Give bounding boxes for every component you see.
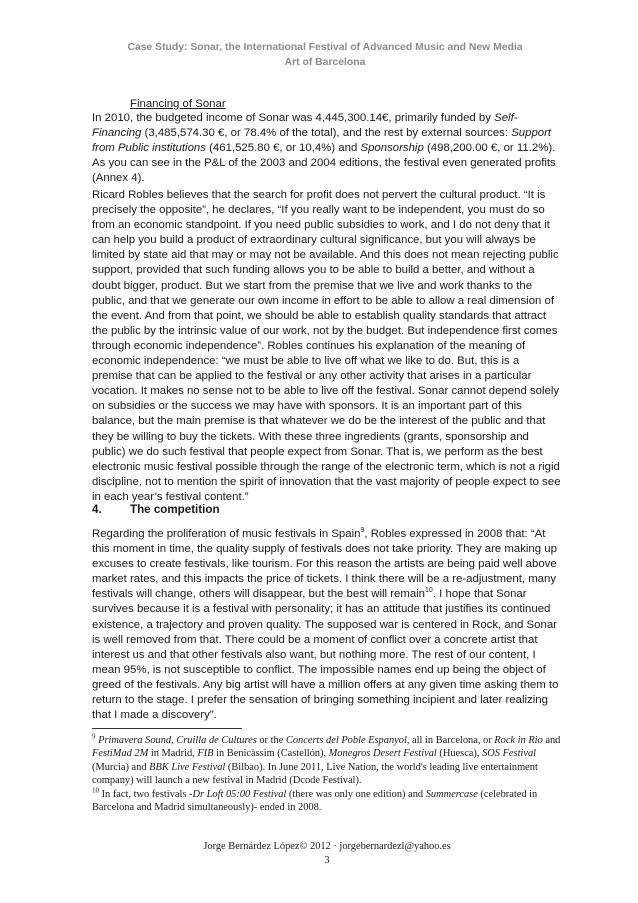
text-run: (3,485,574.30 €, or 78.4% of the total), and the rest by external sources: [141,127,512,140]
page-footer [92,840,562,868]
text-run-italic: Rock in Rio [494,735,543,746]
footnote-9 [92,734,562,788]
header-line-1: Case Study: Sonar, the International Festival of Advanced Music and New Media [127,42,523,53]
text-run: or the [256,735,286,746]
text-run-italic: SOS Festival [482,748,537,760]
footnote-ref-9[interactable]: 9 [360,527,365,535]
text-run: , all in Barcelona, or [406,735,495,746]
text-run-italic: Self-Financing [92,112,518,140]
text-run: (Murcia) and [92,761,150,773]
text-run-italic: Primavera Sound [98,735,172,746]
footer-author: Jorge Bernárdez López© 2012 · jorgebernardezl@yahoo.es [203,841,451,852]
text-run: , Robles expressed in 2008 that: “At this moment in time, the quality supply of festivals does not take priority. They are making up excuses to create festivals, like tourism. For this reason the artists are being paid well above market rates, and this impacts the price of tickets. I think there will be a re-adjustment, many festivals will change, others will disappear, but the best will remain [92,528,557,601]
footnote-ref-10[interactable]: 10 [425,587,433,595]
paragraph-text: Ricard Robles believes that the search for profit does not pervert the cultural product. “It is precisely the opposite”, he declares, “If you really want to be independent, you must do so from an economic standpoint. If you need public subsidies to work, and I do not deny that it can help you build a product of extraordinary cultural significance, but you will always be limited by state aid that may or may not be available. And this does not mean rejecting public support, provided that such funding allows you to be able to build a better, and without a doubt bigger, product. But we start from the premise that we live and work thanks to the public, and that we generate our own income in effort to be able to allow a real dimension of the event. And from that point, we should be able to establish quality standards that attract the public by the intrinsic value of our work, not by the budget. But independence first comes through economic independence”. Robles continues his explanation of the meaning of economic independence: “we must be able to live off what we like to do. But, this is a premise that can be applied to the festival or any other activity that arises in a particular vocation. It makes no sense not to be able to live off the festival. Sonar cannot depend solely on subsidies or the success we may have with sponsors. It is an important part of this balance, but the main premise is that whatever we do be the interest of the public and that they be willing to buy the tickets. With these three ingredients (grants, sponsorship and public) we do such festival that people expect from Sonar. That is, we perform as the best electronic music festival possible through the range of the electronic term, which is not a rigid discipline, not to mention the spirit of innovation that the vast majority of people expect to see in each year’s festival content.” [92,189,561,503]
section-title: The competition [130,503,220,516]
footnote-10 [92,788,562,815]
section-number: 4. [92,503,102,516]
text-run: (there was only one edition) and [286,788,426,800]
text-run-italic: Support from Public institutions [92,127,552,155]
text-run-italic: Summercase [425,788,478,800]
page-number: 3 [324,855,330,866]
text-run: . I hope that Sonar survives because it is a festival with personality; it has an attitude that justifies its continued existence, a trajectory and proven quality. The supposed war is centered in Rock, and Sonar is well removed from that. There could be a moment of conflict over a concrete artist that interest us and that other festivals also want, but nothing more. The rest of our content, I mean 95%, is not susceptible to conflict. The impossible names end up being the object of greed of the festivals. Any big artist will have a million offers at any given time asking them to return to the stage. I prefer the sensation of bringing something incipient and later realizing that I made a discovery”. [92,588,559,722]
text-run: in Madrid, [148,748,198,760]
text-run-italic: FestiMad 2M [92,748,149,760]
text-run: in Benicàssim (Castellón), [213,748,329,760]
text-run: (461,525.80 €, or 10,4%) and [205,142,361,155]
text-run: Regarding the proliferation of music festivals in Spain [92,528,361,540]
text-run-italic: Concerts del Poble Espanyol [285,735,407,746]
footnote-divider [92,728,242,729]
text-run-italic: Cruilla de Cultures [176,735,257,746]
footnote-number: 9 [92,732,96,741]
text-run-italic: Sponsorship [360,142,424,155]
text-run: In 2010, the budgeted income of Sonar was 4,445,300.14€, primarily funded by [92,112,495,124]
text-run: (Huesca), [436,748,483,760]
footnote-number: 10 [92,786,99,795]
section-heading [92,502,220,517]
financing-subheading: Financing of Sonar [130,98,226,110]
text-run-italic: BBK Live Festival [149,761,226,773]
financing-paragraph [92,111,562,186]
text-run-italic: Dr Loft 05:00 Festival [192,788,287,800]
text-run: , [171,735,177,746]
competition-paragraph [92,527,562,723]
running-header [75,40,575,70]
text-run: (Bilbao). In June 2011, Live Nation, the world's leading live entertainment company) will launch a new festival in Madrid (Dcode Festival). [92,761,538,787]
text-run-italic: Monegros Desert Festival [328,748,437,760]
header-line-2: Art of Barcelona [284,57,366,68]
footnotes [92,734,562,814]
text-run: (celebrated in Barcelona and Madrid simultaneously)- ended in 2008. [92,788,538,814]
robles-quote-paragraph [92,188,562,505]
text-run: (498,200.00 €, or 11.2%). As you can see in the P&L of the 2003 and 2004 editions, the festival even generated profits (Annex 4). [92,142,556,185]
text-run: In fact, two festivals - [99,788,193,800]
text-run: and [542,735,561,746]
text-run-italic: FIB [197,748,214,760]
